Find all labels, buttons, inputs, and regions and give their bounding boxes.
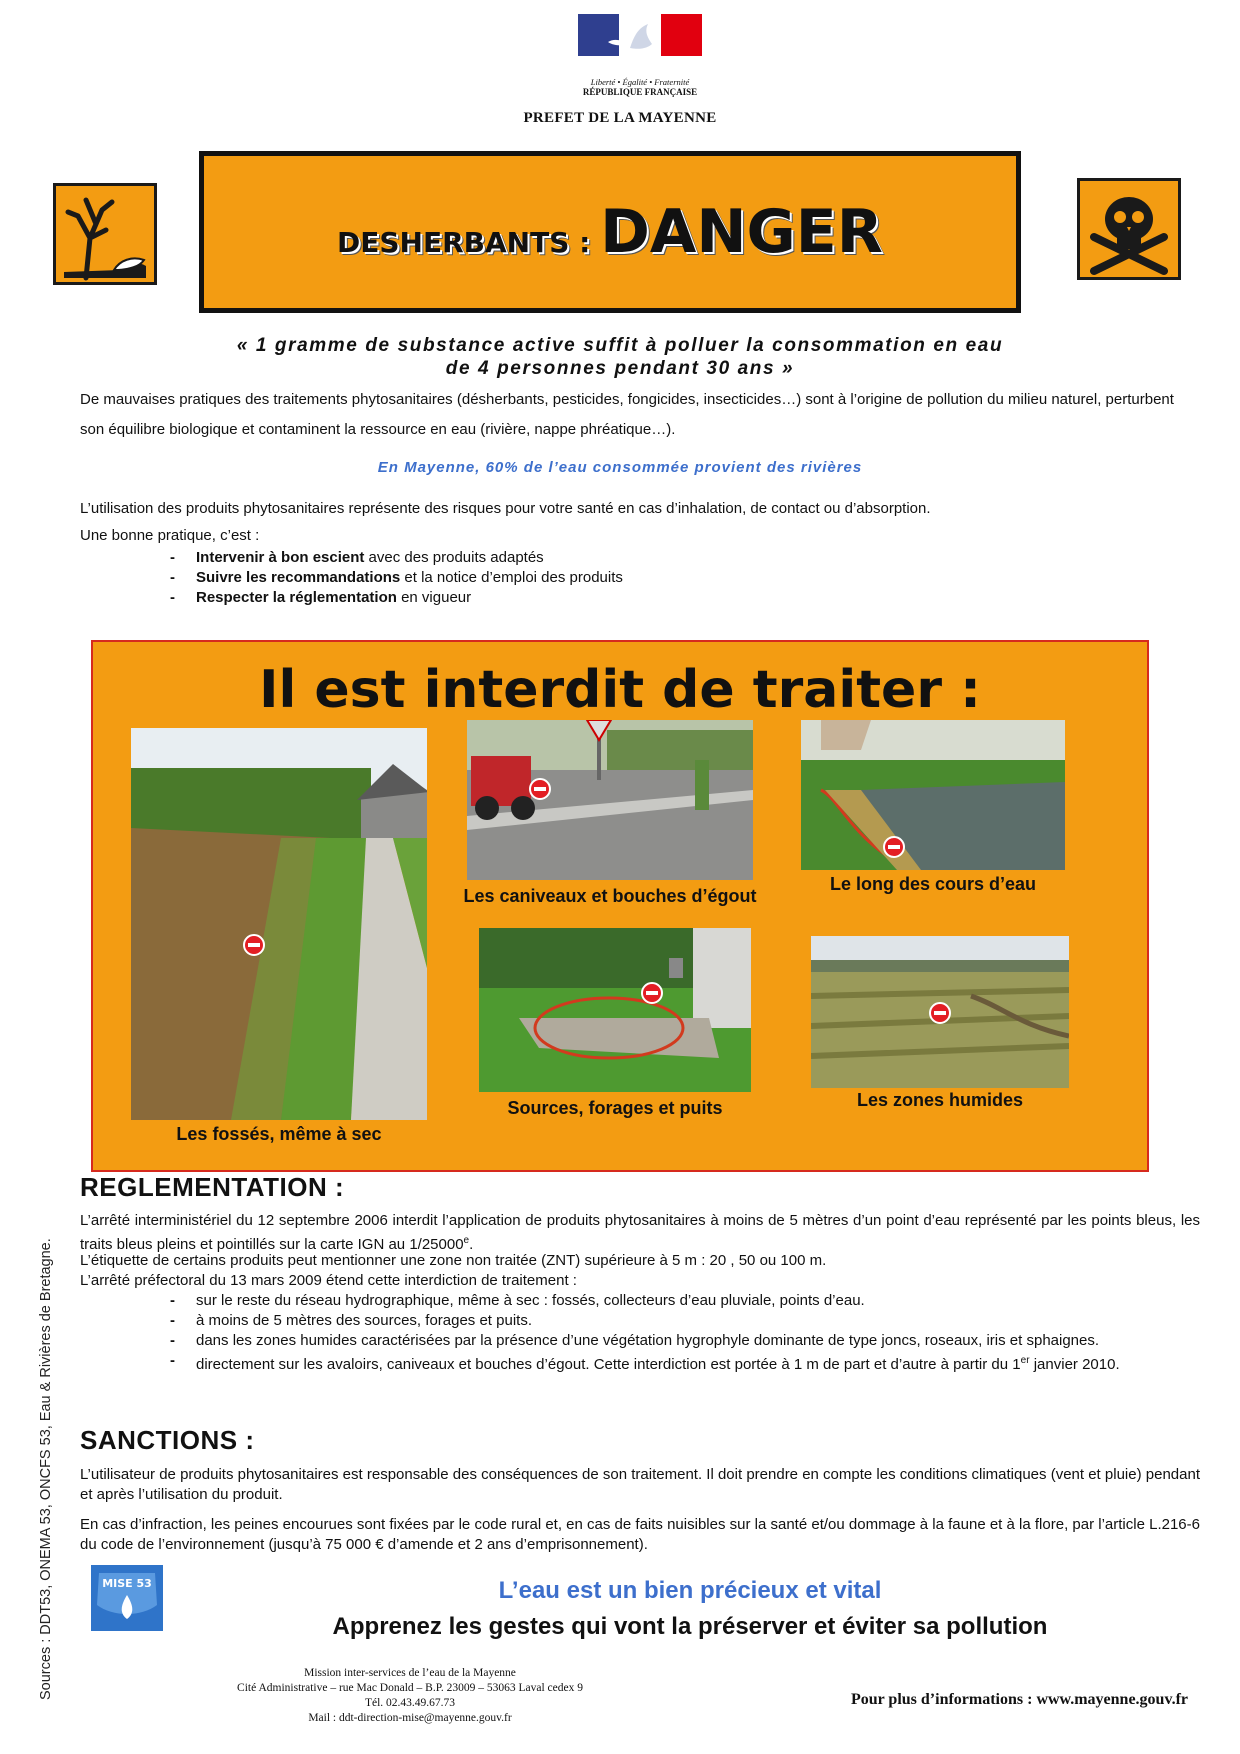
toxic-skull-icon: [1077, 178, 1181, 280]
sanctions-paragraph-1: L’utilisateur de produits phytosanitaires est responsable des conséquences de son traitement. Il doit prendre en compte les conditions climatiques (vent et pluie) pendant et après l’utilisation du produit.: [80, 1466, 1200, 1503]
reglementation-paragraph-3: L’arrêté préfectoral du 13 mars 2009 étend cette interdiction de traitement :: [80, 1272, 577, 1289]
highlight-line: En Mayenne, 60% de l’eau consommée provient des rivières: [377, 459, 863, 476]
danger-word: DANGER: [600, 197, 883, 267]
caption-waterway: Le long des cours d’eau: [829, 874, 1037, 894]
caption-well: Sources, forages et puits: [507, 1098, 723, 1118]
prefet-heading: PREFET DE LA MAYENNE: [523, 110, 717, 126]
contact-line: Cité Administrative – rue Mac Donald – B.P. 23009 – 53063 Laval cedex 9: [237, 1682, 583, 1694]
photo-well: [479, 928, 751, 1092]
list-item: - sur le reste du réseau hydrographique, même à sec : fossés, collecteurs d’eau pluviale, points d’eau.: [170, 1291, 1240, 1311]
sanctions-paragraph-2: En cas d’infraction, les peines encourues sont fixées par le code rural et, en cas de faits nuisibles sur la santé et/ou dommage à la faune et à la flore, par l’article L.216-6 du code de l’environnement (jusqu’à 75 000 € d’amende et 2 ans d’emprisonnement).: [80, 1516, 1200, 1553]
reglementation-paragraph-2: L’étiquette de certains produits peut mentionner une zone non traitée (ZNT) supérieure à 5 m : 20 , 50 ou 100 m.: [80, 1252, 827, 1269]
good-practice-intro: Une bonne pratique, c’est :: [80, 527, 260, 544]
caption-wetland: Les zones humides: [856, 1090, 1024, 1110]
contact-line: Tél. 02.43.49.67.73: [364, 1697, 456, 1709]
photo-ditch: [131, 728, 427, 1120]
dangerous-for-environment-icon: [53, 183, 157, 285]
more-info-link[interactable]: Pour plus d’informations : www.mayenne.gouv.fr: [850, 1691, 1188, 1708]
slogan-line-2: Apprenez les gestes qui vont la préserver et éviter sa pollution: [332, 1613, 1048, 1640]
contact-block: [140, 1666, 680, 1726]
caption-ditch: Les fossés, même à sec: [176, 1124, 382, 1144]
list-item: - Respecter la réglementation en vigueur: [170, 588, 1202, 608]
contact-line: Mission inter-services de l’eau de la Mayenne: [304, 1667, 516, 1679]
mise-logo-text: MISE 53: [102, 1577, 152, 1590]
reglementation-list: [80, 1291, 1240, 1375]
logo-motto: Liberté • Égalité • Fraternité: [590, 77, 690, 87]
list-item: - Suivre les recommandations et la notice d’emploi des produits: [170, 568, 1202, 588]
danger-title: [337, 197, 883, 267]
good-practice-list: [170, 548, 1202, 608]
quote-line-2: de 4 personnes pendant 30 ans »: [445, 358, 795, 379]
list-item: - dans les zones humides caractérisées par la présence d’une végétation hygrophyle dominante de type joncs, roseaux, iris et sphaignes.: [170, 1331, 1240, 1351]
usage-paragraph: L’utilisation des produits phytosanitaires représente des risques pour votre santé en cas d’inhalation, de contact ou d’absorption.: [80, 500, 931, 517]
photo-wetland: [811, 936, 1069, 1088]
quote-line-1: « 1 gramme de substance active suffit à polluer la consommation en eau: [236, 335, 1004, 356]
danger-prefix: DESHERBANTS :: [337, 226, 601, 259]
sources-note: Sources : DDT53, ONEMA 53, ONCFS 53, Eau & Rivières de Bretagne.: [38, 1238, 54, 1700]
logo-country: RÉPUBLIQUE FRANÇAISE: [582, 87, 698, 97]
slogan-line-1: L’eau est un bien précieux et vital: [498, 1577, 882, 1604]
forbidden-zones-panel: [91, 640, 1149, 1172]
caption-gutter: Les caniveaux et bouches d’égout: [463, 886, 757, 906]
danger-banner: [199, 151, 1021, 313]
quote: [0, 334, 1240, 380]
list-item: - directement sur les avaloirs, caniveaux et bouches d’égout. Cette interdiction est portée à 1 m de part et d’autre à partir du 1er janvier 2010.: [170, 1351, 1240, 1375]
panel-title: Il est interdit de traiter :: [259, 660, 981, 720]
good-practice: [80, 526, 1202, 608]
intro-paragraph: De mauvaises pratiques des traitements phytosanitaires (désherbants, pesticides, fongicides, insecticides…) sont à l’origine de pollution du milieu naturel, perturbent son équilibre biologique et contaminent la ressource en eau (rivière, nappe phréatique…).: [80, 391, 1174, 438]
sanctions-title: SANCTIONS :: [80, 1425, 255, 1455]
contact-email: Mail : ddt-direction-mise@mayenne.gouv.fr: [308, 1712, 512, 1724]
photo-gutter: [467, 720, 753, 880]
republique-francaise-logo: [578, 14, 702, 97]
reglementation-paragraph-1: L’arrêté interministériel du 12 septembre 2006 interdit l’application de produits phytosanitaires à moins de 5 mètres d’un point d’eau représenté par les points bleus, les traits bleus pleins et pointillés sur la carte IGN au 1/25000e.: [80, 1212, 1200, 1253]
photo-waterway: [801, 720, 1065, 870]
list-item: - à moins de 5 mètres des sources, forages et puits.: [170, 1311, 1240, 1331]
list-item: - Intervenir à bon escient avec des produits adaptés: [170, 548, 1202, 568]
reglementation-title: REGLEMENTATION :: [80, 1172, 345, 1202]
mise-53-logo: [91, 1565, 163, 1631]
